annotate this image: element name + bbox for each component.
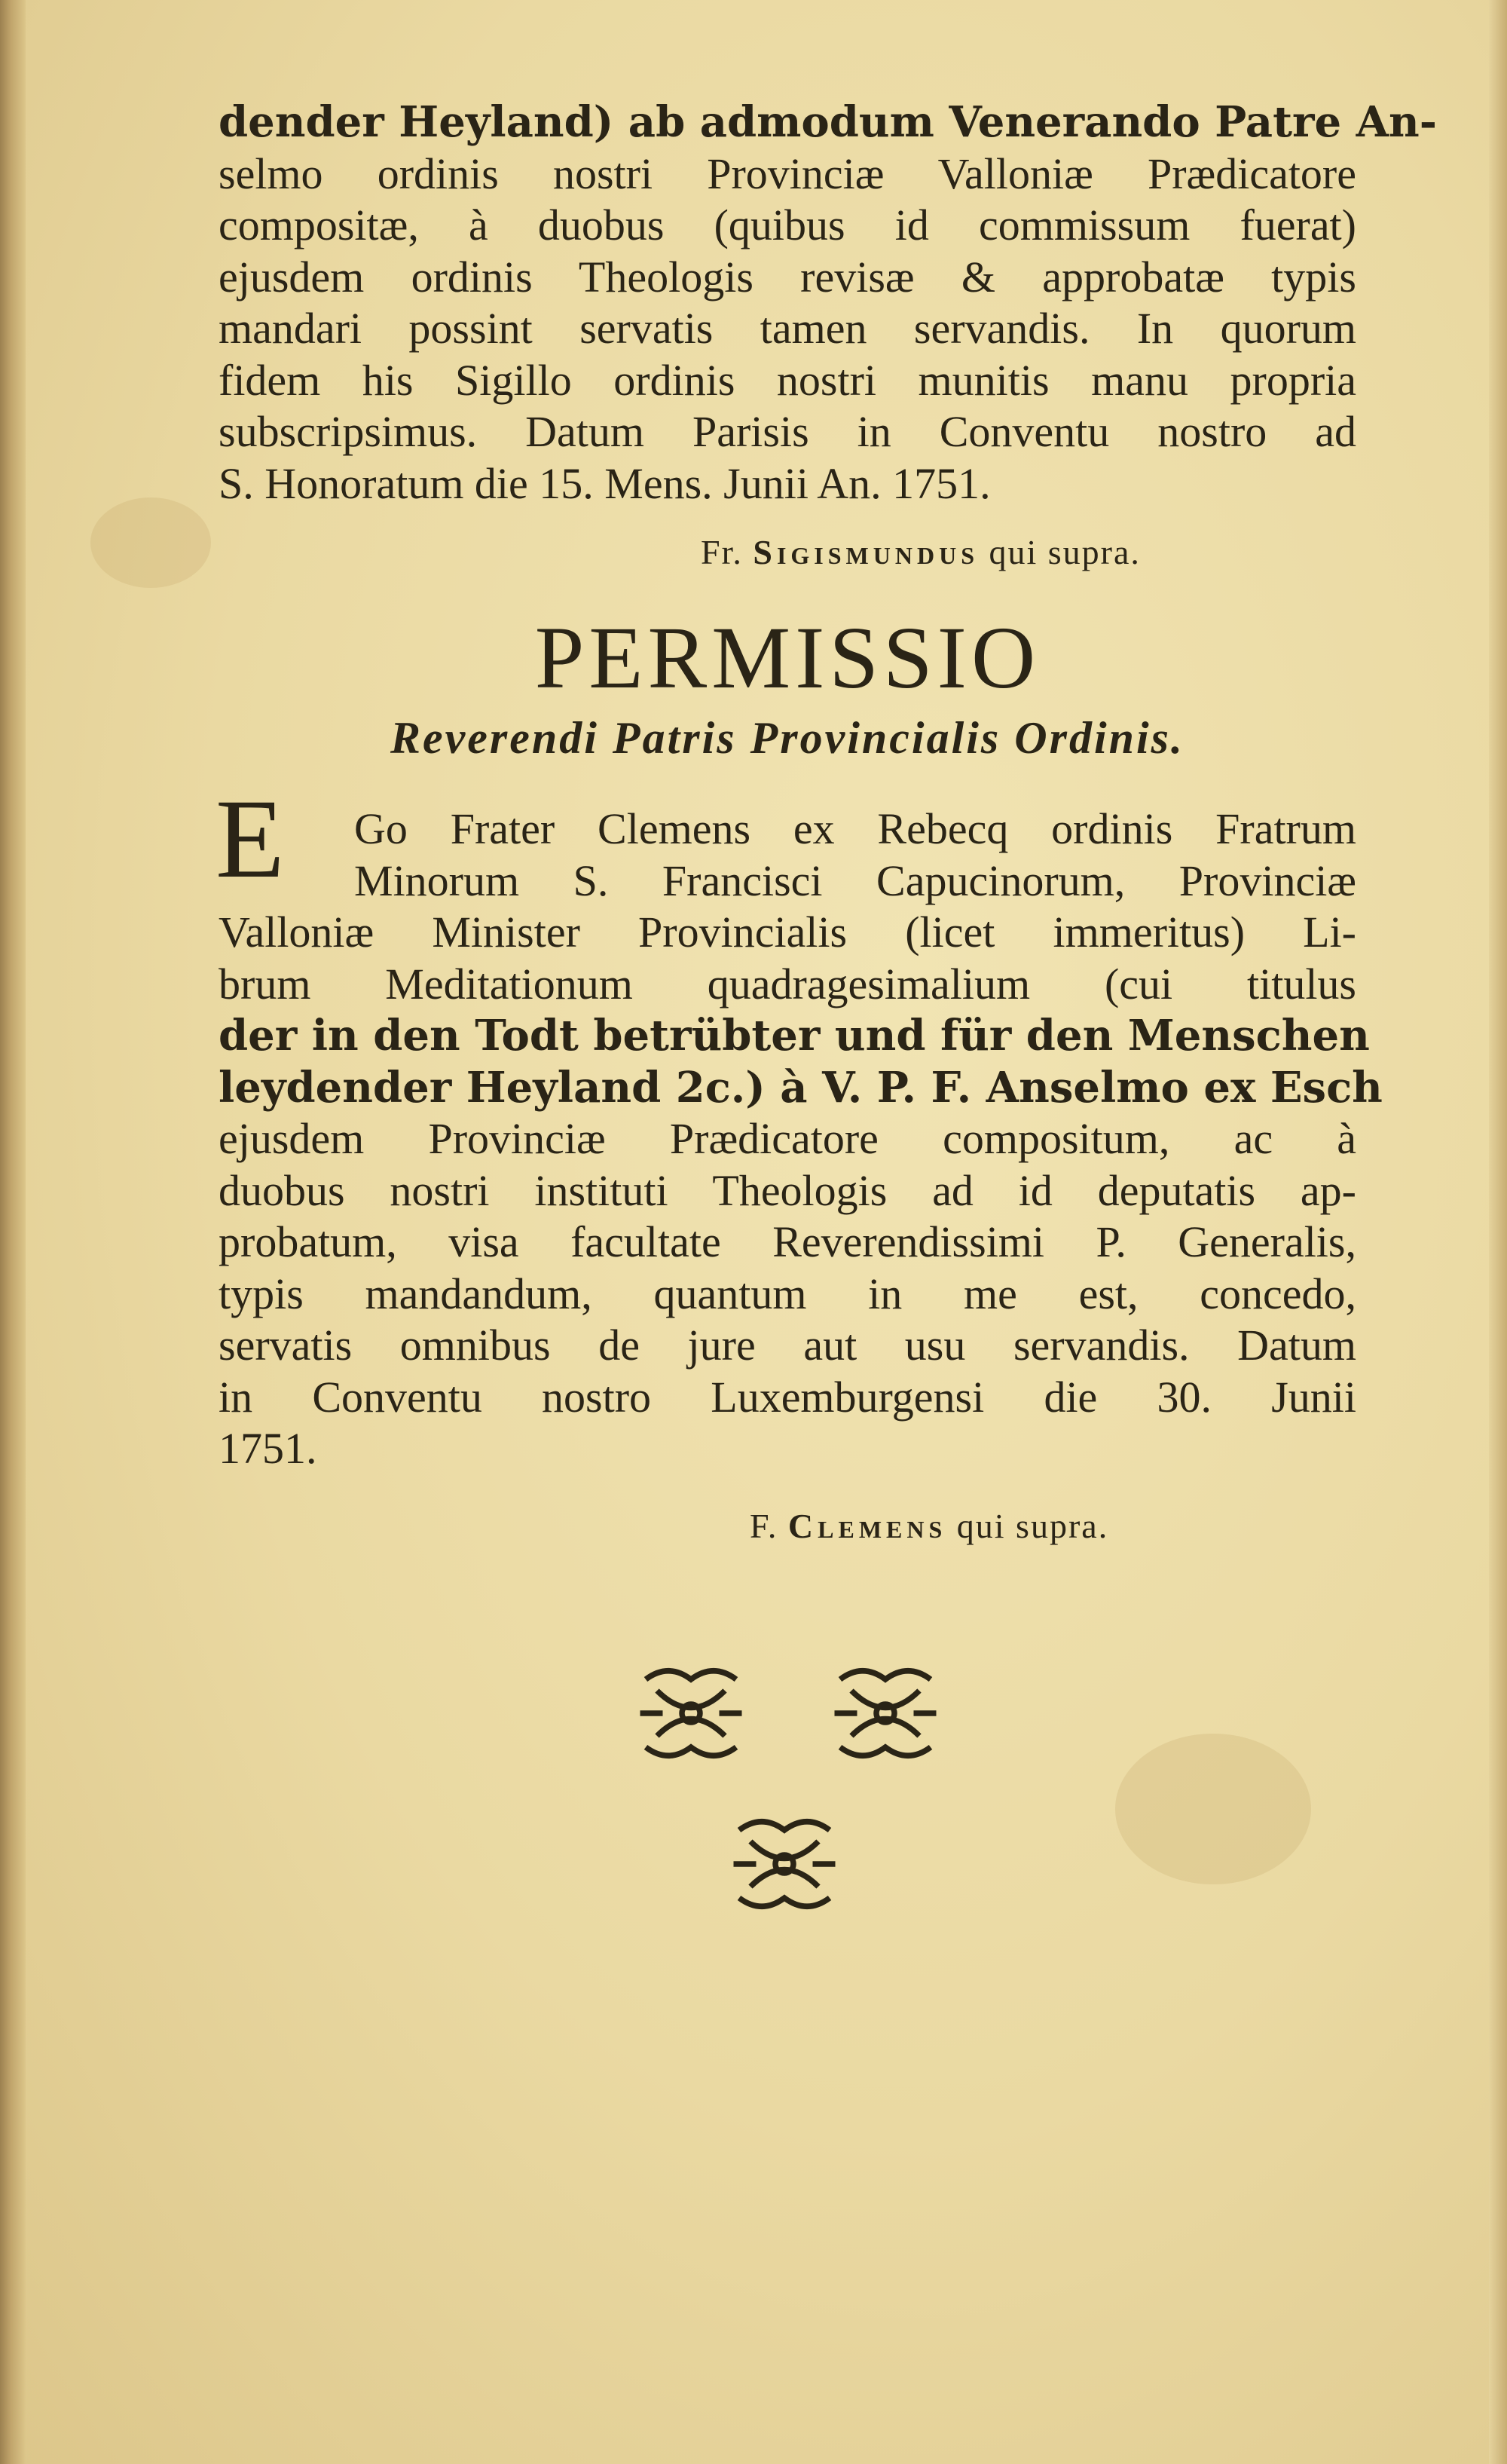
fleuron-ornament-icon [728, 1807, 841, 1921]
text-line: probatum, visa facultate Reverendissimi P. Generalis, [219, 1217, 1356, 1266]
text-line: selmo ordinis nostri Provinciæ Valloniæ Prædicatore [219, 148, 1356, 198]
page-outer-edge [1489, 0, 1507, 2464]
drop-cap: E [216, 776, 285, 901]
paper-stain [90, 497, 211, 588]
signature-sigismundus [701, 532, 1141, 572]
signature-prefix: F. [750, 1507, 778, 1545]
text-line: dender Heyland) ab admodum Venerando Patre An- [219, 97, 1437, 147]
text-line: S. Honoratum die 15. Mens. Junii An. 1751. [219, 458, 991, 508]
text-line: subscripsimus. Datum Parisis in Conventu nostro ad [219, 407, 1356, 456]
text-line: in Conventu nostro Luxemburgensi die 30. Junii [219, 1372, 1356, 1422]
text-line: fidem his Sigillo ordinis nostri munitis manu propria [219, 355, 1356, 405]
section-subtitle: Reverendi Patris Provincialis Ordinis. [390, 713, 1185, 763]
text-line: brum Meditationum quadragesimalium (cui titulus [219, 959, 1356, 1009]
signature-suffix: qui supra. [989, 533, 1141, 571]
fleuron-ornament-icon [829, 1657, 942, 1770]
text-line: ejusdem Provinciæ Prædicatore compositum, ac à [219, 1114, 1356, 1163]
text-line: Valloniæ Minister Provincialis (licet immeritus) Li- [219, 908, 1356, 957]
signature-suffix: qui supra. [956, 1507, 1109, 1545]
text-line: leydender Heyland 2c.) à V. P. F. Anselmo ex Esch [219, 1062, 1383, 1113]
permissio-text [219, 803, 1383, 1475]
text-line: duobus nostri instituti Theologis ad id deputatis ap- [219, 1165, 1356, 1215]
text-line: Minorum S. Francisci Capucinorum, Provinciæ [354, 856, 1356, 905]
approbation-text [219, 96, 1437, 510]
text-line: compositæ, à duobus (quibus id commissum fuerat) [219, 200, 1356, 249]
signature-clemens [750, 1506, 1108, 1546]
signature-name: Sigismundus [753, 533, 979, 571]
signature-prefix: Fr. [701, 533, 743, 571]
text-line: typis mandandum, quantum in me est, concedo, [219, 1269, 1356, 1318]
paper-stain [1115, 1734, 1311, 1884]
fleuron-ornament-icon [634, 1657, 747, 1770]
text-line: mandari possint servatis tamen servandis. In quorum [219, 304, 1356, 353]
text-line: 1751. [219, 1424, 317, 1473]
page-binding-edge [0, 0, 26, 2464]
text-line: der in den Todt betrübter und für den Menschen [219, 1011, 1370, 1061]
text-line: servatis omnibus de jure aut usu servandis. Datum [219, 1321, 1356, 1370]
signature-name: Clemens [787, 1507, 947, 1545]
section-title: PERMISSIO [534, 608, 1041, 707]
text-line: Go Frater Clemens ex Rebecq ordinis Fratrum [354, 804, 1356, 853]
text-line: ejusdem ordinis Theologis revisæ & approbatæ typis [219, 252, 1356, 301]
